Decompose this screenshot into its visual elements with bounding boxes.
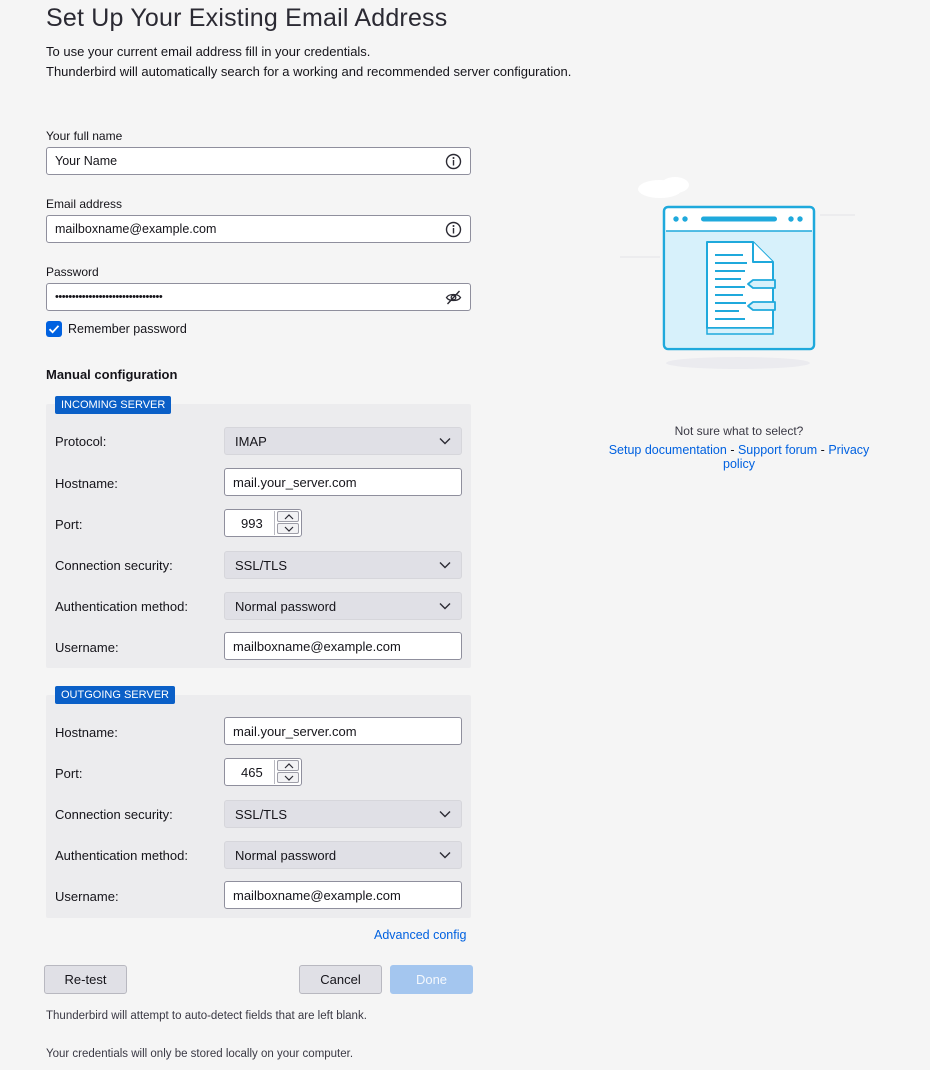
checkmark-icon: [46, 321, 62, 337]
incoming-auth-label: Authentication method:: [55, 599, 188, 614]
incoming-port-input[interactable]: [224, 509, 302, 537]
chevron-up-icon: [284, 763, 294, 769]
remember-password-label: Remember password: [68, 322, 187, 336]
chevron-down-icon: [439, 561, 451, 569]
intro-line-1: To use your current email address fill in your credentials.: [46, 44, 371, 59]
outgoing-security-select[interactable]: [224, 800, 462, 828]
incoming-username-input[interactable]: [224, 632, 462, 660]
outgoing-port-input[interactable]: [224, 758, 302, 786]
password-input[interactable]: [46, 283, 471, 311]
privacy-policy-link[interactable]: Privacy policy: [723, 443, 870, 471]
intro-line-2: Thunderbird will automatically search for a working and recommended server configuration.: [46, 64, 572, 79]
incoming-hostname-input[interactable]: [224, 468, 462, 496]
outgoing-auth-select[interactable]: [224, 841, 462, 869]
outgoing-hostname-label: Hostname:: [55, 725, 118, 740]
password-label: Password: [46, 265, 99, 279]
setup-documentation-link[interactable]: Setup documentation: [608, 443, 727, 457]
eye-slash-icon[interactable]: [445, 289, 462, 306]
incoming-port-value: 993: [241, 516, 263, 531]
chevron-down-icon: [439, 851, 451, 859]
outgoing-hostname-value: mail.your_server.com: [233, 723, 357, 739]
outgoing-security-value: SSL/TLS: [235, 806, 288, 822]
incoming-auth-select[interactable]: [224, 592, 462, 620]
email-input[interactable]: [46, 215, 471, 243]
outgoing-auth-value: Normal password: [235, 847, 337, 863]
retest-button[interactable]: Re-test: [44, 965, 127, 994]
chevron-down-icon: [284, 775, 294, 781]
incoming-port-decrement-button[interactable]: [277, 523, 299, 534]
outgoing-port-increment-button[interactable]: [277, 760, 299, 771]
incoming-username-label: Username:: [55, 640, 119, 655]
chevron-down-icon: [284, 526, 294, 532]
outgoing-port-value: 465: [241, 765, 263, 780]
incoming-hostname-value: mail.your_server.com: [233, 474, 357, 490]
email-label: Email address: [46, 197, 123, 211]
link-separator: -: [820, 443, 825, 457]
incoming-auth-value: Normal password: [235, 598, 337, 614]
credentials-note: Your credentials will only be stored locally on your computer.: [46, 1048, 354, 1060]
link-separator: -: [730, 443, 735, 457]
page-title: Set Up Your Existing Email Address: [46, 4, 448, 32]
email-value: mailboxname@example.com: [55, 222, 217, 236]
outgoing-port-decrement-button[interactable]: [277, 772, 299, 783]
help-links: [595, 443, 883, 471]
incoming-protocol-select[interactable]: [224, 427, 462, 455]
incoming-security-value: SSL/TLS: [235, 557, 288, 573]
full-name-label: Your full name: [46, 129, 123, 143]
advanced-config-link[interactable]: Advanced config: [374, 928, 467, 942]
info-icon[interactable]: [445, 153, 462, 170]
outgoing-username-value: mailboxname@example.com: [233, 887, 401, 903]
outgoing-username-label: Username:: [55, 889, 119, 904]
password-value: ••••••••••••••••••••••••••••••••: [55, 291, 163, 303]
incoming-port-label: Port:: [55, 517, 83, 532]
document-illustration: [615, 175, 860, 375]
info-icon[interactable]: [445, 221, 462, 238]
cancel-button[interactable]: Cancel: [299, 965, 382, 994]
outgoing-username-input[interactable]: [224, 881, 462, 909]
chevron-down-icon: [439, 810, 451, 818]
manual-config-title: Manual configuration: [46, 367, 178, 382]
incoming-security-select[interactable]: [224, 551, 462, 579]
incoming-username-value: mailboxname@example.com: [233, 638, 401, 654]
full-name-input[interactable]: [46, 147, 471, 175]
outgoing-port-label: Port:: [55, 766, 83, 781]
incoming-port-increment-button[interactable]: [277, 511, 299, 522]
remember-password-checkbox[interactable]: [46, 321, 62, 337]
support-forum-link[interactable]: Support forum: [737, 443, 818, 457]
incoming-protocol-label: Protocol:: [55, 434, 107, 449]
done-button[interactable]: Done: [390, 965, 473, 994]
incoming-server-badge: INCOMING SERVER: [55, 396, 171, 414]
incoming-hostname-label: Hostname:: [55, 476, 118, 491]
chevron-up-icon: [284, 514, 294, 520]
help-question: Not sure what to select?: [674, 424, 804, 438]
full-name-value: Your Name: [55, 154, 118, 168]
outgoing-port-spinner: [274, 760, 300, 784]
auto-detect-note: Thunderbird will attempt to auto-detect fields that are left blank.: [46, 1010, 367, 1022]
incoming-port-spinner: [274, 511, 300, 535]
outgoing-server-badge: OUTGOING SERVER: [55, 686, 175, 704]
chevron-down-icon: [439, 437, 451, 445]
outgoing-auth-label: Authentication method:: [55, 848, 188, 863]
outgoing-security-label: Connection security:: [55, 807, 173, 822]
incoming-protocol-value: IMAP: [235, 433, 267, 449]
outgoing-hostname-input[interactable]: [224, 717, 462, 745]
chevron-down-icon: [439, 602, 451, 610]
incoming-security-label: Connection security:: [55, 558, 173, 573]
